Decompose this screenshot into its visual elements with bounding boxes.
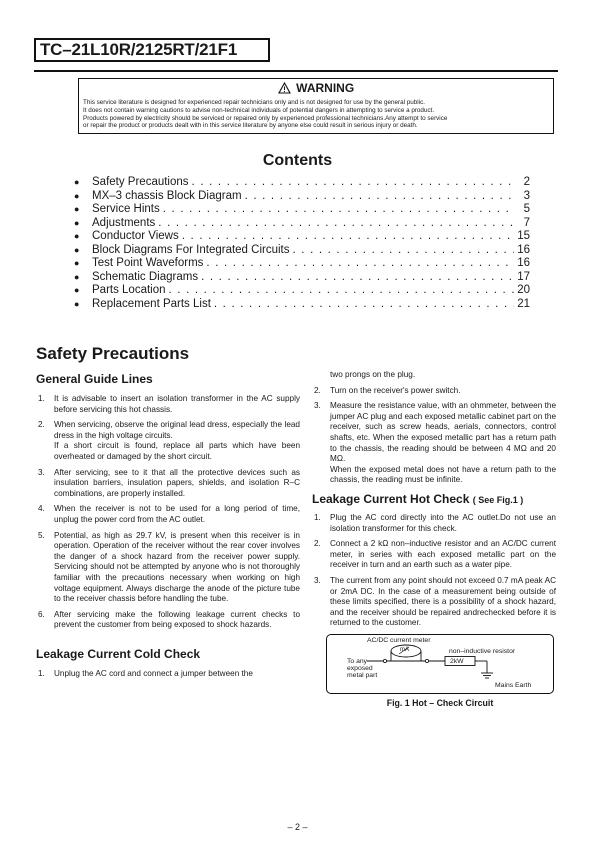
toc-leader xyxy=(163,203,515,217)
toc-item[interactable] xyxy=(74,271,530,285)
bullet-icon: ● xyxy=(74,231,80,241)
list-item xyxy=(36,669,300,680)
toc-leader xyxy=(206,257,514,271)
toc-label: Conductor Views xyxy=(92,230,179,242)
bullet-icon: ● xyxy=(74,190,80,201)
list-number: 2. xyxy=(314,385,321,395)
list-text: Unplug the AC cord and connect a jumper between the xyxy=(54,668,253,678)
figure-caption: Fig. 1 Hot – Check Circuit xyxy=(386,697,494,708)
cold-check-list xyxy=(36,669,300,680)
toc-leader xyxy=(169,284,515,298)
toc-label: Service Hints xyxy=(92,203,160,215)
toc-page: 5 xyxy=(523,203,530,215)
toc-page: 17 xyxy=(517,270,530,283)
list-text: Measure the resistance value, with an ohmmeter, between the jumper AC plug and each exposed metallic cabinet part on the receiver, such as screw heads, aerials, connectors, control shafts, etc. When the exposed metallic part has a return path to the chassis, the reading should be between 4 MΩ and 20 MΩ. xyxy=(330,401,556,464)
toc-page: 3 xyxy=(523,189,530,202)
left-label-line-2: exposed xyxy=(347,664,373,672)
warning-line: Products powered by electricity should be serviced or repaired only by experienced professional technicians.Any attempt to service xyxy=(83,114,448,122)
hot-check-heading xyxy=(312,492,556,506)
toc-label: Schematic Diagrams xyxy=(92,270,199,283)
toc-item[interactable] xyxy=(74,284,530,298)
toc-label: Test Point Waveforms xyxy=(92,257,204,269)
list-text: After servicing make the following leakage current checks to prevent the customer from being exposed to shock hazards. xyxy=(54,609,300,630)
toc-page: 21 xyxy=(517,297,530,310)
list-item xyxy=(312,386,556,397)
toc-item[interactable] xyxy=(74,257,530,271)
meter-symbol: mA xyxy=(400,646,409,653)
list-number: 4. xyxy=(38,504,45,514)
toc-page: 15 xyxy=(517,230,530,242)
list-text: It is advisable to insert an isolation transformer in the AC supply before servicing this hot chassis. xyxy=(54,394,300,414)
list-text: The current from any point should not exceed 0.7 mA peak AC or 2mA DC. In the case of a measurement being outside of these limits specified, there is a possibility of a shock hazard, and the receiver should be repaired andrechecked before it is returned to the customer. xyxy=(330,575,556,628)
warning-triangle-icon xyxy=(278,82,291,94)
toc-page: 16 xyxy=(517,257,530,269)
general-guide-list xyxy=(36,394,300,631)
warning-line: or repair the product or products dealt with in this service literature by anyone else could result in serious injury or death. xyxy=(83,122,418,130)
toc-leader xyxy=(245,190,515,204)
hot-check-circuit-figure xyxy=(326,634,554,694)
warning-box xyxy=(78,78,554,134)
bullet-icon: ● xyxy=(74,244,80,255)
warning-line: It does not contain warning cautions to advise non-technical individuals of potential dangers in attempting to service a product. xyxy=(83,106,435,114)
bullet-icon: ● xyxy=(74,204,80,214)
section-title: Safety Precautions xyxy=(36,344,190,363)
hot-check-heading-text: Leakage Current Hot Check xyxy=(312,491,470,506)
model-title: TC–21L10R/2125RT/21F1 xyxy=(34,38,270,62)
list-item xyxy=(36,610,300,631)
list-item xyxy=(36,394,300,415)
hot-check-list xyxy=(312,513,556,629)
cold-check-heading: Leakage Current Cold Check xyxy=(36,646,201,661)
list-number: 5. xyxy=(38,530,45,540)
right-column xyxy=(312,370,556,708)
list-item xyxy=(312,539,556,571)
list-item xyxy=(312,513,556,534)
list-item xyxy=(36,504,300,525)
bullet-icon: ● xyxy=(74,217,80,228)
page-number: – 2 – xyxy=(287,822,308,832)
toc-label: Safety Precautions xyxy=(92,176,189,188)
list-number: 3. xyxy=(38,467,45,477)
list-text: Turn on the receiver's power switch. xyxy=(330,385,461,395)
bullet-icon: ● xyxy=(74,271,80,282)
toc-page: 2 xyxy=(523,176,530,188)
bullet-icon: ● xyxy=(74,258,80,268)
toc-page: 16 xyxy=(517,243,530,256)
toc-leader xyxy=(192,176,515,190)
toc-leader xyxy=(214,298,514,312)
cold-check-continuation: two prongs on the plug. xyxy=(330,370,416,379)
list-number: 2. xyxy=(38,420,45,430)
warning-title xyxy=(79,81,553,95)
bullet-icon: ● xyxy=(74,285,80,295)
left-label-line-3: metal part xyxy=(347,671,378,679)
list-item xyxy=(312,401,556,486)
warning-title-text: WARNING xyxy=(296,81,355,95)
list-text: When servicing, observe the original lead dress, especially the lead dress in the high voltage circuits. xyxy=(54,420,300,440)
list-item xyxy=(36,468,300,500)
left-column xyxy=(36,372,300,684)
header-rule xyxy=(34,70,558,72)
resistor-label: non–inductive resistor xyxy=(449,647,516,655)
toc-leader xyxy=(182,230,514,244)
general-guide-heading: General Guide Lines xyxy=(36,372,153,386)
toc-label: Adjustments xyxy=(92,216,156,229)
meter-label: AC/DC current meter xyxy=(367,636,431,644)
toc-item[interactable] xyxy=(74,176,530,190)
left-label-line-1: To any xyxy=(347,657,368,665)
warning-text xyxy=(83,99,549,130)
list-number: 3. xyxy=(314,401,321,411)
cold-check-list-continued xyxy=(312,386,556,486)
earth-label: Mains Earth xyxy=(495,681,532,689)
toc-item[interactable] xyxy=(74,190,530,204)
toc-leader xyxy=(201,271,514,285)
list-text-extra: If a short circuit is found, replace all parts which have been overheated or damaged by the short circuit. xyxy=(54,441,300,461)
toc-item[interactable] xyxy=(74,217,530,231)
hot-check-heading-note: ( See Fig.1 ) xyxy=(472,494,524,505)
contents-title: Contents xyxy=(262,152,333,169)
list-text: Connect a 2 kΩ non–inductive resistor and an AC/DC current meter, in series with each exposed metallic part on the receiver in turn and an earth such as a water pipe. xyxy=(330,539,556,570)
toc-leader xyxy=(292,244,514,258)
bullet-icon: ● xyxy=(74,177,80,187)
list-text: Plug the AC cord directly into the AC outlet.Do not use an isolation transformer for this check. xyxy=(330,512,556,533)
list-item xyxy=(36,531,300,605)
list-number: 3. xyxy=(314,575,321,585)
list-text: When the receiver is not to be used for a long period of time, unplug the power cord from the AC outlet. xyxy=(54,504,300,524)
resistor-value: 2kW xyxy=(450,657,464,665)
list-text: Potential, as high as 29.7 kV, is present when this receiver is in operation. Operation of the receiver without the rear cover involves the danger of a shock hazard from the receiver power supply. Servicing should not be attempted by anyone who is not thoroughly familiar with the precautions necessary when working on high voltage equipment. Always discharge the anode of the picture tube to the receiver chassis before handling the tube. xyxy=(54,530,300,604)
list-item xyxy=(36,420,300,462)
toc-item[interactable] xyxy=(74,230,530,244)
toc-item[interactable] xyxy=(74,203,530,217)
toc-item[interactable] xyxy=(74,298,530,312)
table-of-contents xyxy=(74,176,530,311)
toc-page: 20 xyxy=(517,284,530,296)
toc-label: MX–3 chassis Block Diagram xyxy=(92,189,242,202)
list-text: After servicing, see to it that all the protective devices such as insulation barriers, insulation papers, shields, and isolation R–C combinations, are properly installed. xyxy=(54,467,300,498)
toc-leader xyxy=(158,217,515,231)
toc-label: Replacement Parts List xyxy=(92,297,211,310)
toc-label: Block Diagrams For Integrated Circuits xyxy=(92,243,290,256)
warning-line: This service literature is designed for experienced repair technicians only and is not designed for use by the general public. xyxy=(83,99,425,106)
list-item xyxy=(312,576,556,629)
list-number: 6. xyxy=(38,609,45,619)
list-number: 2. xyxy=(314,539,321,549)
list-number: 1. xyxy=(314,512,321,522)
toc-label: Parts Location xyxy=(92,284,166,296)
toc-item[interactable] xyxy=(74,244,530,258)
list-number: 1. xyxy=(38,394,45,403)
list-number: 1. xyxy=(38,668,45,678)
bullet-icon: ● xyxy=(74,298,80,309)
list-text-extra: When the exposed metal does not have a return path to the chassis, the reading must be infinite. xyxy=(330,464,556,485)
toc-page: 7 xyxy=(523,216,530,229)
